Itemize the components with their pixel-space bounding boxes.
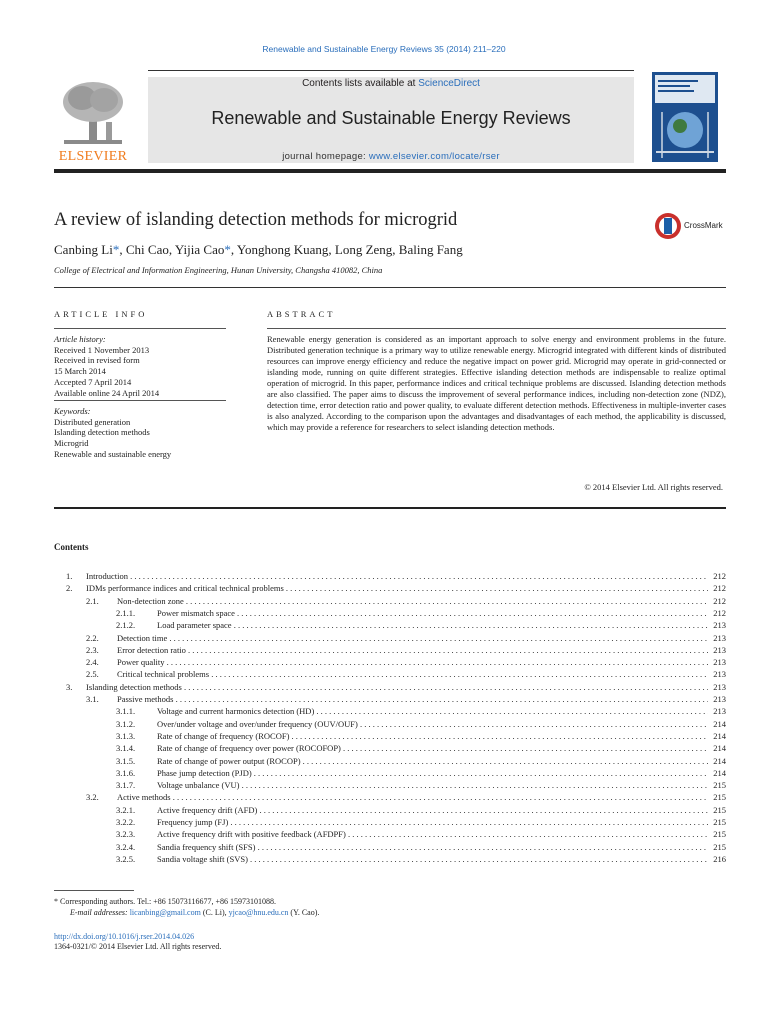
toc-entry-title: Non-detection zone . . . [117,595,708,607]
header-thick-rule [54,169,726,173]
toc-entry[interactable] [54,767,726,779]
abstract-copyright: © 2014 Elsevier Ltd. All rights reserved. [584,482,723,492]
toc-entry-title: Sandia frequency shift (SFS) . . . [157,841,708,853]
toc-entry[interactable] [54,755,726,767]
abstract-bottom-rule [54,507,726,509]
toc-entry-title: Active methods . . . [117,791,708,803]
toc-entry-title: Rate of change of frequency over power (ROCOFOP) . . . [157,742,708,754]
toc-entry-page: 212 [713,607,726,618]
toc-entry-page: 214 [713,755,726,766]
toc-entry-page: 212 [713,595,726,606]
toc-entry-page: 215 [713,804,726,815]
toc-entry[interactable] [54,570,726,582]
email-link[interactable]: yjcao@hnu.edu.cn [228,908,289,917]
toc-entry-number: 2.1.1. [116,607,136,618]
toc-entry-number: 3.2.4. [116,841,136,852]
toc-entry-page: 213 [713,632,726,643]
keyword: Renewable and sustainable energy [54,448,172,459]
author-name[interactable]: Chi Cao [125,242,169,257]
email-owner: (C. Li), [200,908,229,917]
history-item: Received 1 November 2013 [54,344,150,355]
toc-entry-number: 2.2. [86,632,99,643]
toc-entry-title: Critical technical problems . . . [117,668,708,680]
doi-link[interactable]: http://dx.doi.org/10.1016/j.rser.2014.04.026 [54,932,195,941]
toc-entry-number: 3.2.3. [116,829,136,840]
keyword: Microgrid [54,438,89,449]
email-owner: (Y. Cao). [288,908,320,917]
toc-entry[interactable] [54,582,726,594]
author-name[interactable]: Long Zeng [334,242,393,257]
keywords-block [54,406,171,460]
toc-entry-page: 213 [713,669,726,680]
history-item: 15 March 2014 [54,366,106,377]
toc-entry-page: 214 [713,767,726,778]
title-divider [54,287,726,288]
crossmark-badge[interactable] [654,212,728,240]
toc-entry[interactable] [54,607,726,619]
issn-copyright: 1364-0321/© 2014 Elsevier Ltd. All rights reserved. [54,942,222,951]
author-name[interactable]: Yonghong Kuang [236,242,329,257]
history-label: Article history: [54,334,106,344]
journal-citation[interactable]: Renewable and Sustainable Energy Reviews 35 (2014) 211–220 [262,44,506,54]
toc-entry-number: 3. [66,681,73,692]
abstract-rule [267,328,726,329]
toc-entry[interactable] [54,791,726,803]
toc-entry[interactable] [54,668,726,680]
author-name[interactable]: Baling Fang [398,242,463,257]
toc-entry-number: 3.1.1. [116,706,136,717]
toc-entry-page: 212 [713,571,726,581]
toc-entry-page: 214 [713,743,726,754]
toc-entry-page: 216 [713,853,726,864]
email-link[interactable]: licanbing@gmail.com [129,908,201,917]
elsevier-wordmark: ELSEVIER [58,149,128,164]
toc-entry-number: 2.5. [86,669,99,680]
toc-entry[interactable] [54,656,726,668]
toc-entry-page: 214 [713,718,726,729]
article-history [54,334,159,398]
toc-entry-title: Sandia voltage shift (SVS) . . . [157,853,708,865]
toc-entry-number: 2. [66,583,73,594]
toc-entry-number: 3.1.3. [116,730,136,741]
paper-title: A review of islanding detection methods for microgrid [54,210,458,230]
toc-entry[interactable] [54,619,726,631]
author-affiliation: College of Electrical and Information Engineering, Hunan University, Changsha 410082, China [54,265,383,275]
toc-entry[interactable] [54,681,726,693]
toc-entry[interactable] [54,841,726,853]
toc-entry-number: 2.3. [86,644,99,655]
toc-entry[interactable] [54,693,726,705]
journal-cover-image[interactable] [652,72,718,162]
toc-entry-page: 213 [713,620,726,631]
toc-entry[interactable] [54,644,726,656]
toc-entry-title: Over/under voltage and over/under frequency (OUV/OUF) . . . [157,718,708,730]
toc-entry-page: 215 [713,829,726,840]
history-item: Available online 24 April 2014 [54,387,160,398]
history-item: Accepted 7 April 2014 [54,376,132,387]
toc-entry-title: Power mismatch space . . . [157,607,708,619]
toc-entry-page: 213 [713,657,726,668]
toc-entry-title: Voltage and current harmonics detection (HD) . . . [157,705,708,717]
header-top-rule [148,70,634,71]
sciencedirect-link[interactable]: ScienceDirect [418,78,480,89]
toc-entry-number: 3.2.1. [116,804,136,815]
homepage-link[interactable]: www.elsevier.com/locate/rser [368,151,500,162]
corresponding-author-marker[interactable]: * [224,242,231,257]
toc-entry-title: Detection time . . . [117,632,708,644]
corresponding-author-note: * Corresponding authors. Tel.: +86 15073116677, +86 15973101088. [54,897,277,906]
toc-entry[interactable] [54,705,726,717]
toc-entry-title: Power quality . . . [117,656,708,668]
toc-entry-title: Voltage unbalance (VU) . . . [157,779,708,791]
toc-entry-title: Error detection ratio . . . [117,644,708,656]
toc-entry[interactable] [54,779,726,791]
keyword: Distributed generation [54,416,131,427]
toc-entry-number: 3.2. [86,792,99,803]
toc-entry-title: Rate of change of power output (ROCOP) . . . [157,755,708,767]
email-note [70,907,319,918]
article-info-rule [54,328,226,329]
toc-entry-title: Rate of change of frequency (ROCOF) . . . [157,730,708,742]
toc-entry-number: 1. [66,571,73,581]
keywords-label: Keywords: [54,406,91,416]
toc-entry-page: 213 [713,706,726,717]
article-info-heading: ARTICLE INFO [54,309,148,319]
toc-entry[interactable] [54,730,726,742]
toc-entry-number: 3.2.2. [116,817,136,827]
crossmark-label: CrossMark [684,221,723,230]
abstract-text: Renewable energy generation is considered as an important approach to solve energy and environment problems in the future. Distributed generation technique is a primary way to utilize renewable energy. Microgrid integrated with different kinds of distributed resources can improve energy efficiency and reduce the negative impact on power grid. Microgrid may operate in grid-connected or islanding mode, running on quite different strategies. Effective islanding detection methods are indispensable to realize optimal operation of microgrid. In this paper, performance indices and critical technique problems are discussed. Islanding detection methods are also classified. The paper aims to discuss the improvement of several performance indices, including non-detection zone (NDZ), detection time, error detection ratio and power quality, to evaluate different detection methods. Effectiveness in multiple-inverter cases is also analyzed. According to the comparison upon the advantages and disadvantages of each method, the applicability is discussed, which may provide a reference for researchers to select islanding detection methods. [267,334,726,432]
history-item: Received in revised form [54,355,140,366]
toc-entry-page: 214 [713,730,726,741]
toc-entry[interactable] [54,595,726,607]
toc-entry-number: 2.4. [86,657,99,668]
toc-entry[interactable] [54,816,726,828]
contents-available-line: Contents lists available at ScienceDirect [302,78,480,89]
toc-entry-title: Passive methods . . . [117,693,708,705]
toc-entry[interactable] [54,742,726,754]
toc-entry-page: 215 [713,817,726,827]
toc-entry-title: Frequency jump (FJ) . . . [157,816,708,828]
abstract-heading: ABSTRACT [267,309,336,319]
toc-entry-number: 3.1.6. [116,767,136,778]
toc-entry[interactable] [54,853,726,865]
toc-entry-title: Islanding detection methods . . . [86,681,708,693]
corresponding-author-marker[interactable]: * [112,242,120,257]
toc-entry[interactable] [54,632,726,644]
journal-homepage: journal homepage: www.elsevier.com/locate/rser [282,151,500,162]
author-name[interactable]: Yijia Cao [174,242,225,257]
toc-entry-page: 213 [713,694,726,704]
toc-entry-title: Active frequency drift (AFD) . . . [157,804,708,816]
toc-entry-number: 3.1.4. [116,743,136,754]
toc-entry-title: Phase jump detection (PJD) . . . [157,767,708,779]
toc-entry-page: 212 [713,583,726,594]
toc-entry-number: 2.1. [86,595,99,606]
toc-entry-number: 3.1.7. [116,780,136,791]
author-list: Canbing Li*, Chi Cao, Yijia Cao*, Yonghong Kuang, Long Zeng, Baling Fang [54,242,463,257]
footnote-rule [54,890,134,891]
toc-entry-page: 213 [713,644,726,655]
toc-entry-title: IDMs performance indices and critical technical problems . . . [86,582,708,594]
toc-entry-page: 213 [713,681,726,692]
toc-entry-title: Load parameter space . . . [157,619,708,631]
toc-entry-number: 3.1.2. [116,718,136,729]
toc-entry-number: 3.2.5. [116,853,136,864]
toc-entry-page: 215 [713,841,726,852]
toc-entry-number: 2.1.2. [116,620,136,631]
toc-entry[interactable] [54,804,726,816]
author-name[interactable]: Canbing Li [54,242,113,257]
journal-title: Renewable and Sustainable Energy Reviews [211,108,571,128]
keyword: Islanding detection methods [54,427,150,438]
email-label: E-mail addresses: [70,908,130,917]
toc-entry-number: 3.1. [86,694,99,704]
toc-entry-page: 215 [713,780,726,791]
toc-entry[interactable] [54,828,726,840]
toc-entry-number: 3.1.5. [116,755,136,766]
toc-entry-page: 215 [713,792,726,803]
toc-entry-title: Active frequency drift with positive feedback (AFDPF) . . . [157,828,708,840]
toc-entry[interactable] [54,718,726,730]
contents-heading: Contents [54,542,89,552]
toc-entry-title: Introduction . . . [86,570,708,582]
article-info-rule [54,400,226,401]
